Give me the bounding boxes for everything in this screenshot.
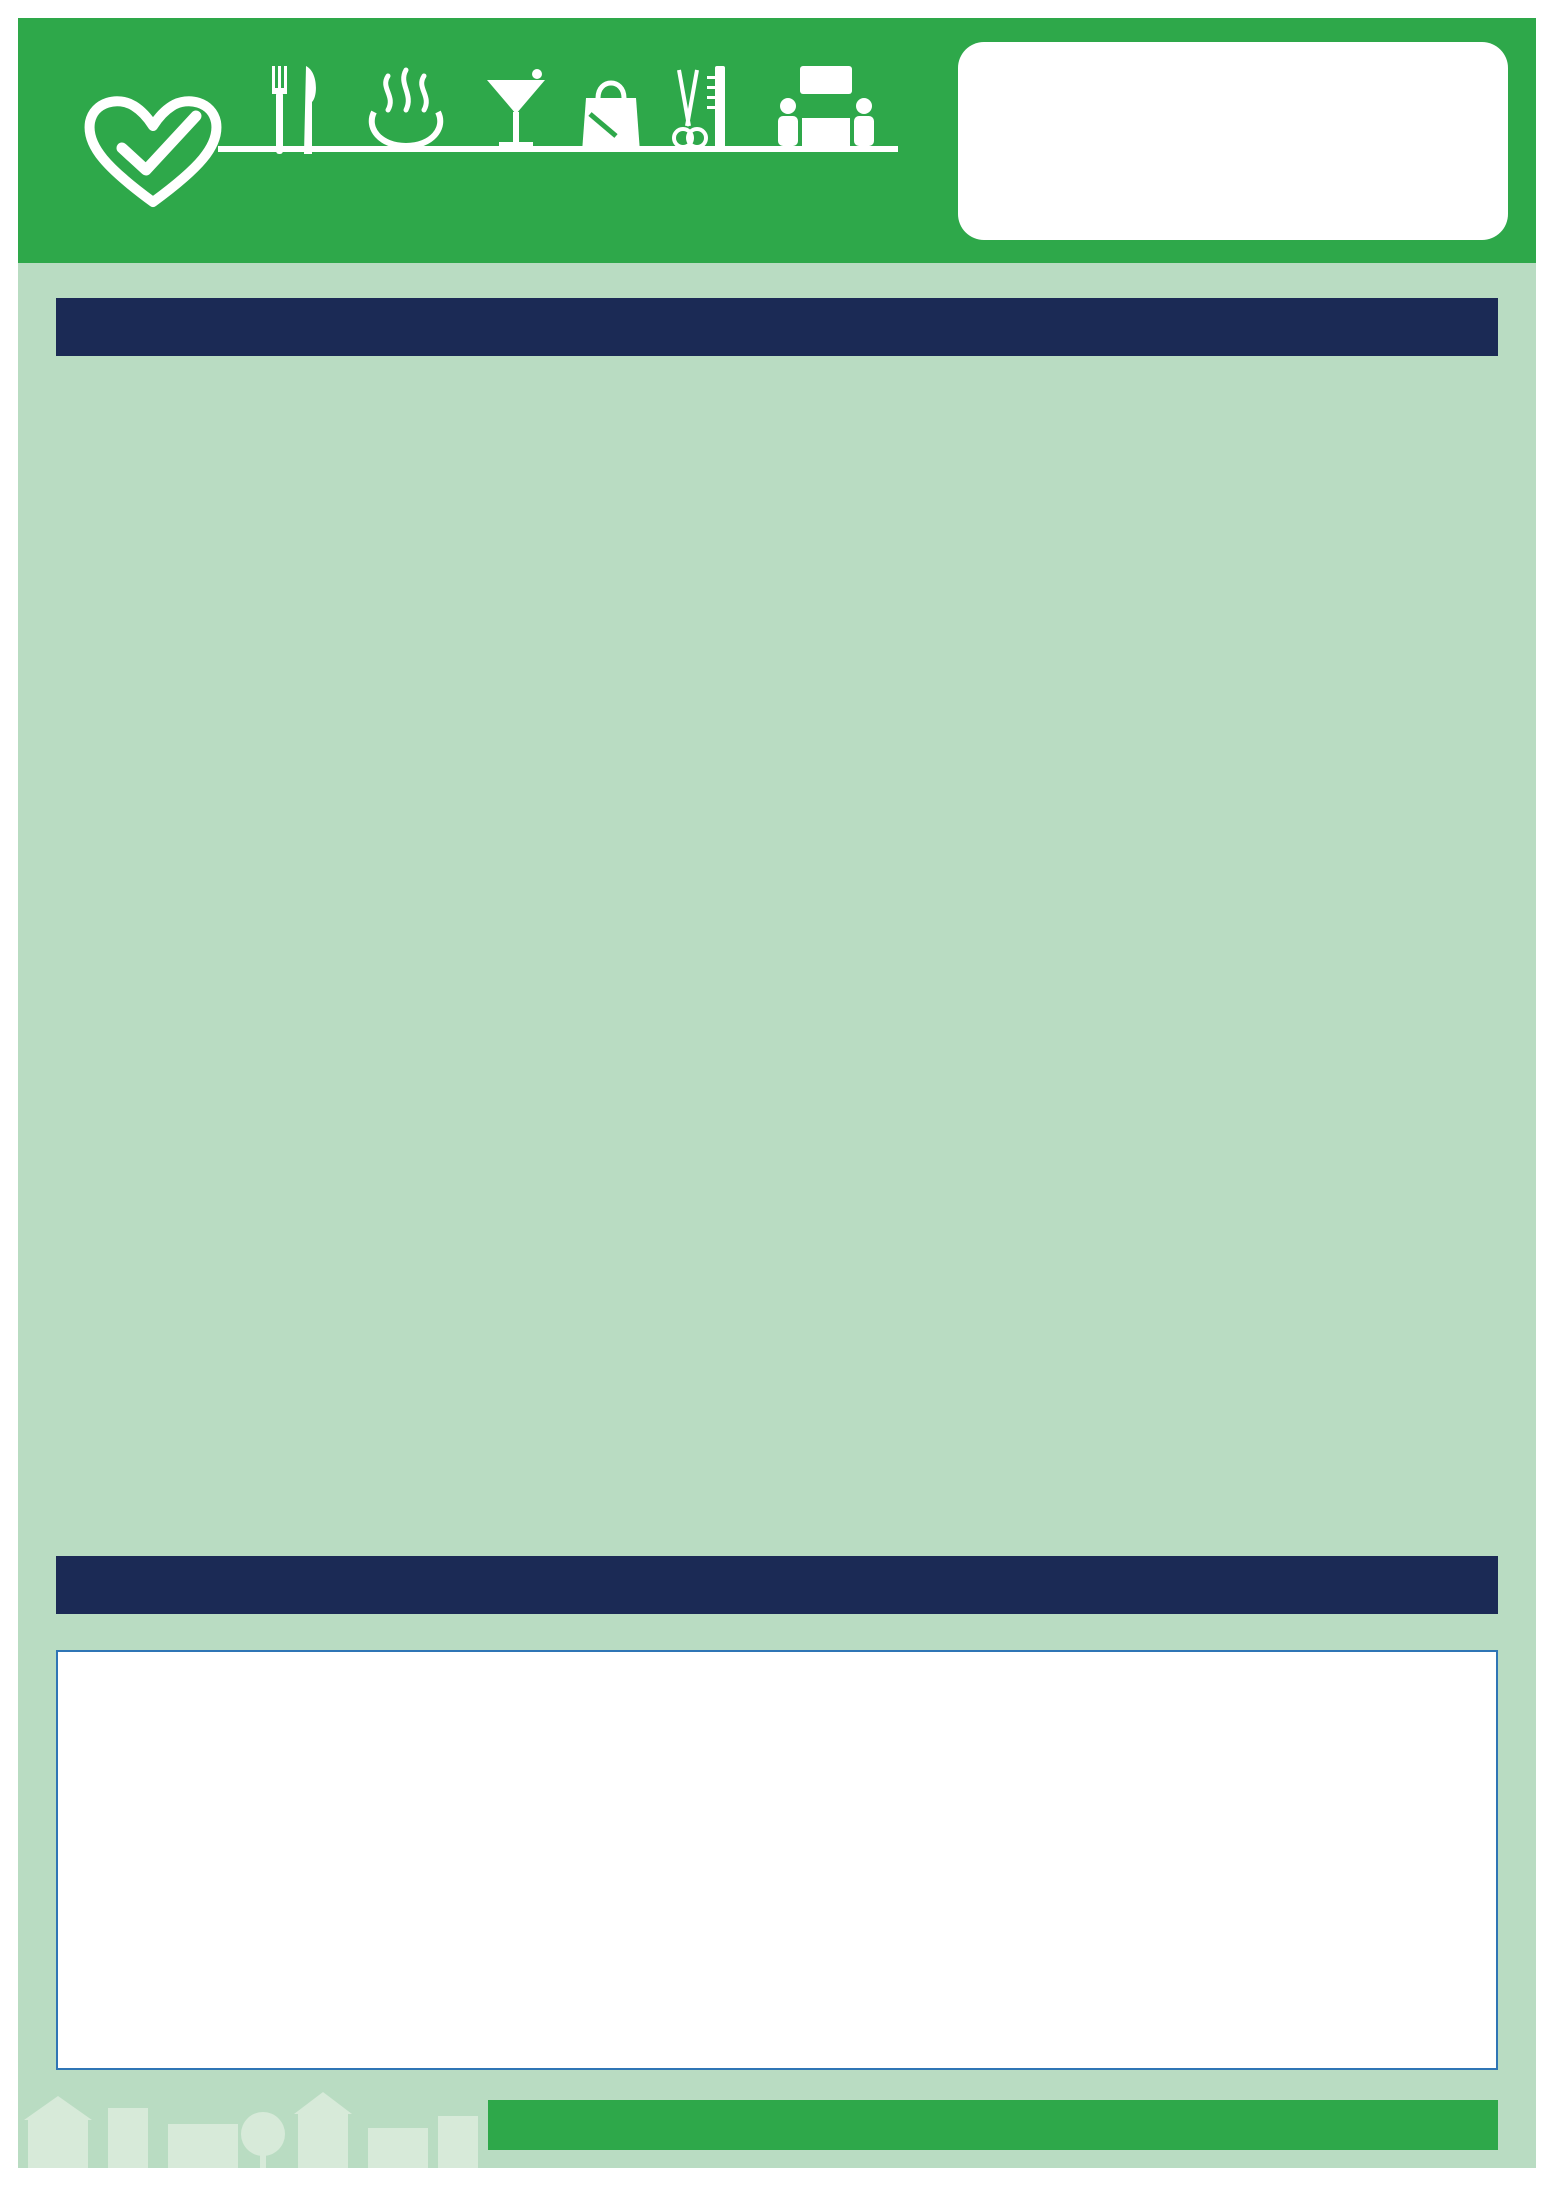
cocktail-icon [481,66,551,156]
footer-banner [488,2100,1498,2150]
optional-items-table [56,1650,1498,2070]
meeting-icon [776,66,876,156]
comb-scissors-icon [671,66,741,156]
section1-header [56,298,1498,356]
heart-check-icon [78,64,228,214]
hot-spring-icon [366,66,446,156]
poster [18,18,1536,2168]
company-box [958,42,1508,240]
header-divider [218,146,898,152]
shopping-bag-icon [576,66,646,156]
logo [78,64,228,214]
section2-header [56,1556,1498,1614]
fork-knife-icon [266,66,326,156]
header-banner [18,18,1536,263]
